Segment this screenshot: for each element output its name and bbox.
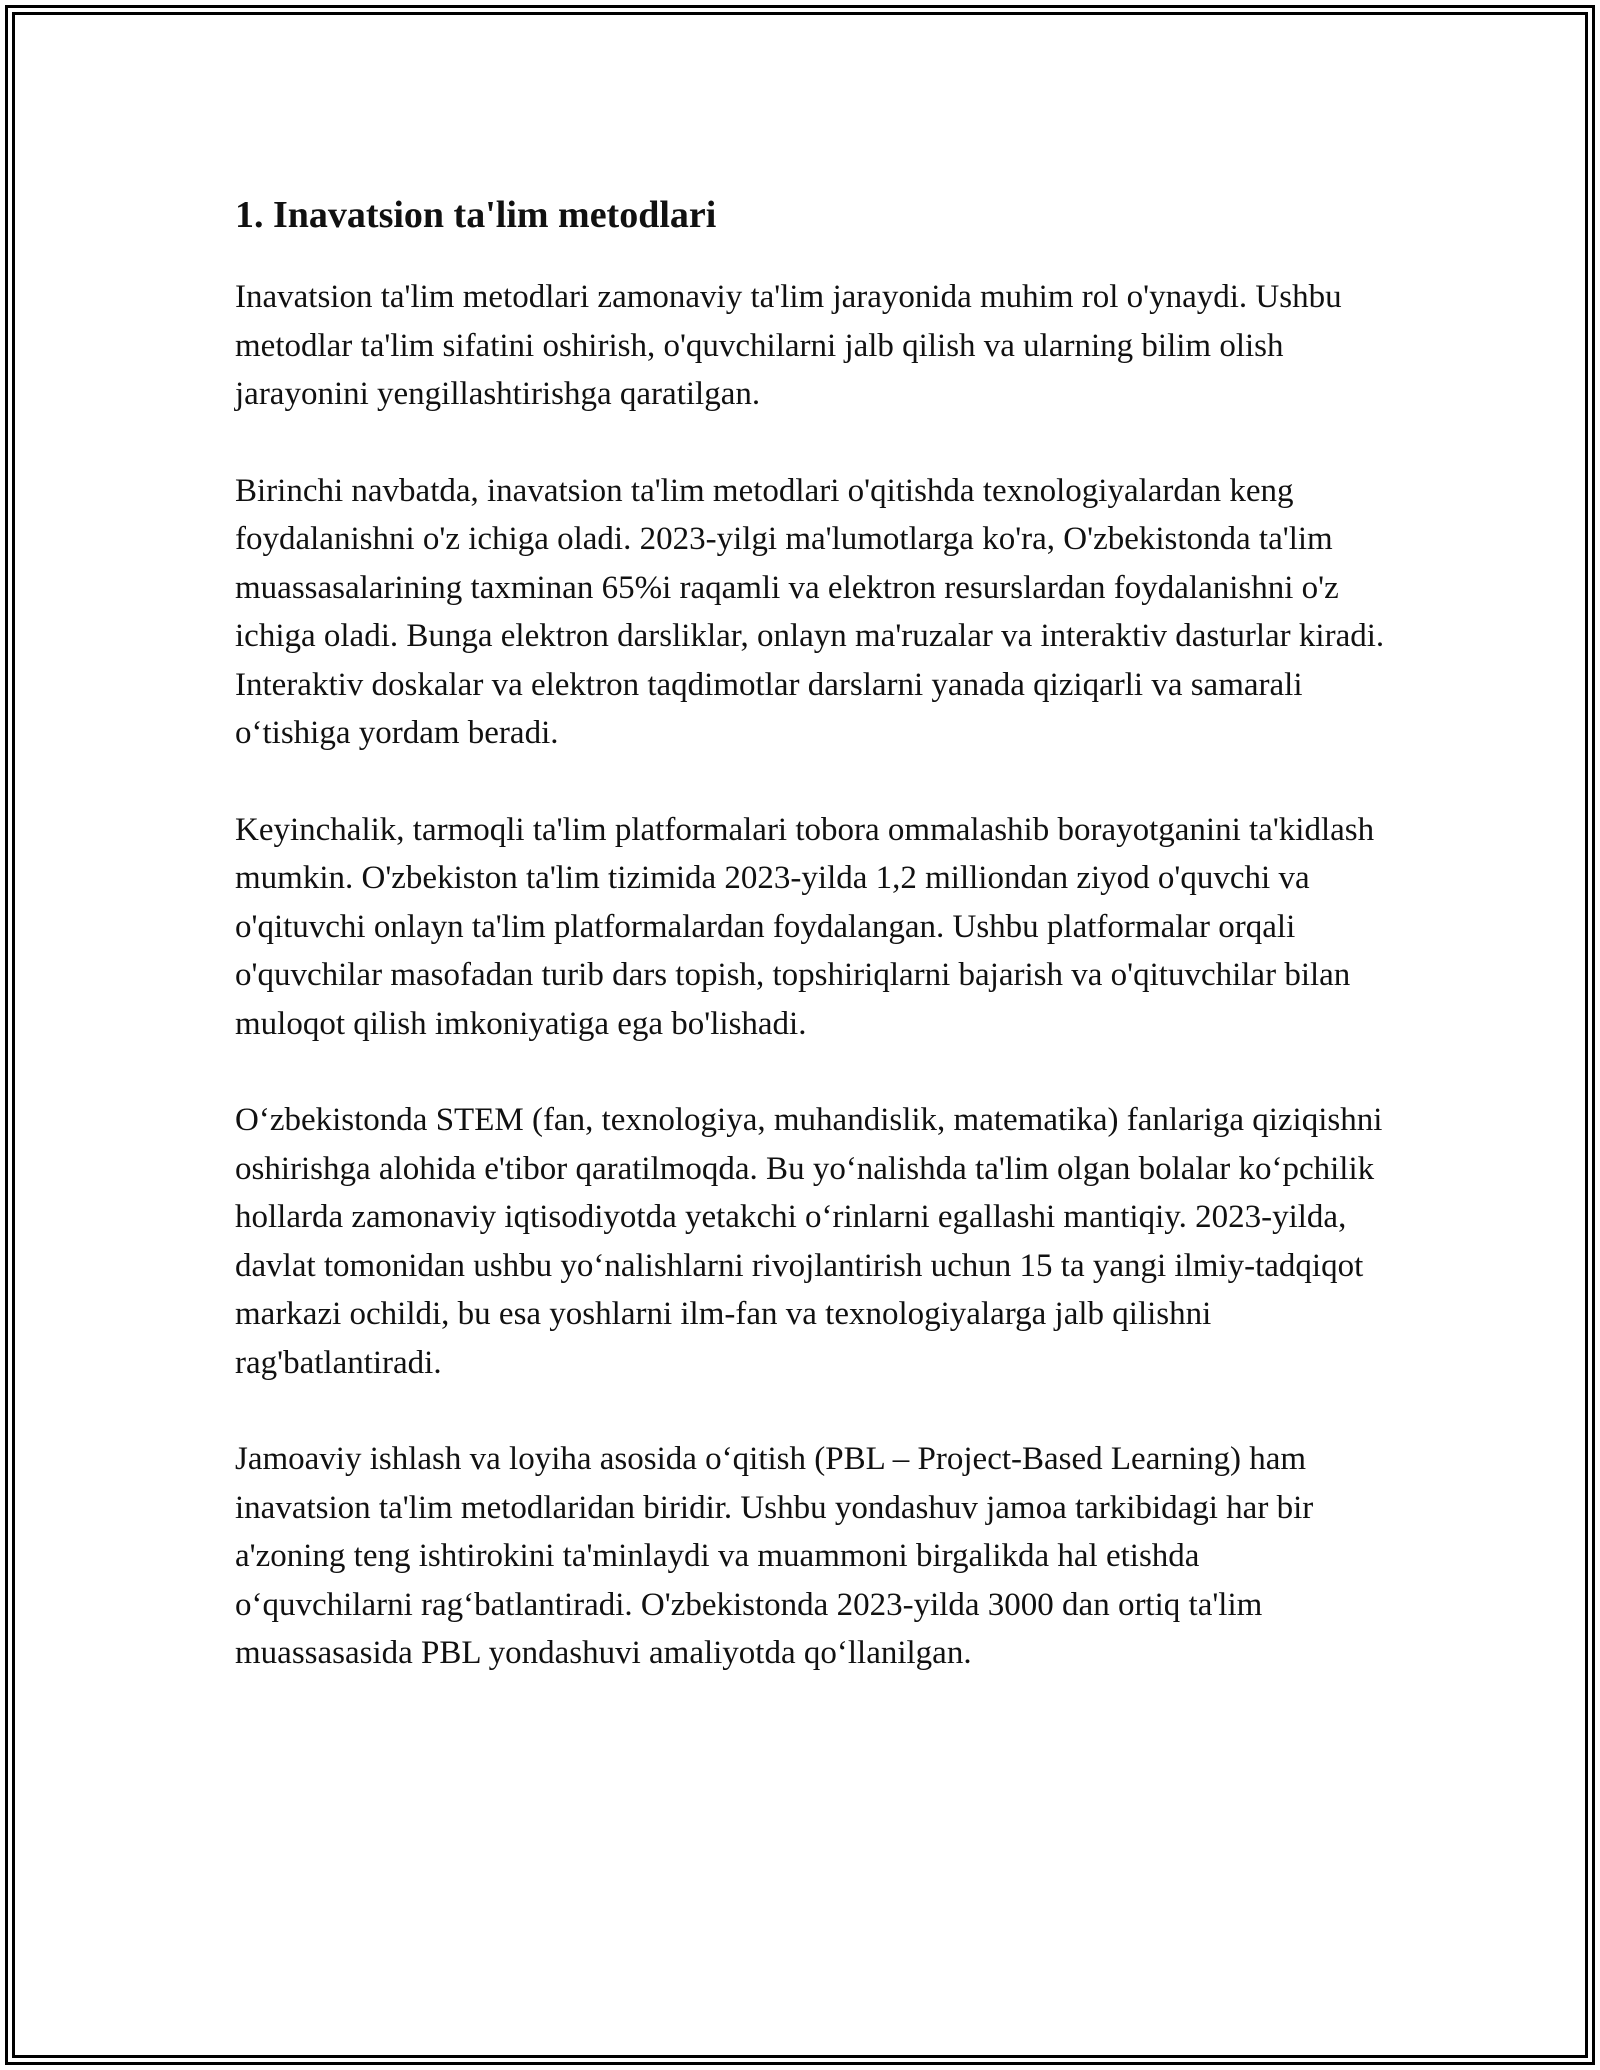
paragraph-intro: Inavatsion ta'lim metodlari zamonaviy ta'lim jarayonida muhim rol o'ynaydi. Ushbu metodlar ta'lim sifatini oshirish, o'quvchilarni jalb qilish va ularning bilim olish jarayonini yengillashtirishga qaratilgan. xyxy=(235,279,1342,412)
paragraph-technology: Birinchi navbatda, inavatsion ta'lim metodlari o'qitishda texnologiyalardan keng foydalanishni o'z ichiga oladi. 2023-yilgi ma'lumotlarga ko'ra, O'zbekistonda ta'lim muassasalarining taxminan 65%i raqamli va elektron resurslardan foydalanishni o'z ichiga oladi. Bunga elektron darsliklar, onlayn ma'ruzalar va interaktiv dasturlar kiradi. Interaktiv doskalar va elektron taqdimotlar darslarni yanada qiziqarli va samarali o‘tishiga yordam beradi. xyxy=(235,472,1385,751)
paragraph-stem: O‘zbekistonda STEM (fan, texnologiya, muhandislik, matematika) fanlariga qiziqishni oshirishga alohida e'tibor qaratilmoqda. Bu yo‘nalishda ta'lim olgan bolalar ko‘pchilik hollarda zamonaviy iqtisodiyotda yetakchi o‘rinlarni egallashi mantiqiy. 2023-yilda, davlat tomonidan ushbu yo‘nalishlarni rivojlantirish uchun 15 ta yangi ilmiy-tadqiqot markazi ochildi, bu esa yoshlarni ilm-fan va texnologiyalarga jalb qilishni rag'batlantiradi. xyxy=(235,1102,1383,1381)
paragraph-online-platforms: Keyinchalik, tarmoqli ta'lim platformalari tobora ommalashib borayotganini ta'kidlash mumkin. O'zbekiston ta'lim tizimida 2023-yilda 1,2 milliondan ziyod o'quvchi va o'qituvchi onlayn ta'lim platformalardan foydalangan. Ushbu platformalar orqali o'quvchilar masofadan turib dars topish, topshiriqlarni bajarish va o'qituvchilar bilan muloqot qilish imkoniyatiga ega bo'lishadi. xyxy=(235,811,1375,1042)
paragraph-pbl: Jamoaviy ishlash va loyiha asosida o‘qitish (PBL – Project-Based Learning) ham inavatsion ta'lim metodlaridan biridir. Ushbu yondashuv jamoa tarkibidagi har bir a'zoning teng ishtirokini ta'minlaydi va muammoni birgalikda hal etishda o‘quvchilarni rag‘batlantiradi. O'zbekistonda 2023-yilda 3000 dan ortiq ta'lim muassasasida PBL yondashuvi amaliyotda qo‘llanilgan. xyxy=(235,1441,1314,1671)
document-body xyxy=(235,183,1385,1726)
section-title: 1. Inavatsion ta'lim metodlari xyxy=(235,194,717,236)
